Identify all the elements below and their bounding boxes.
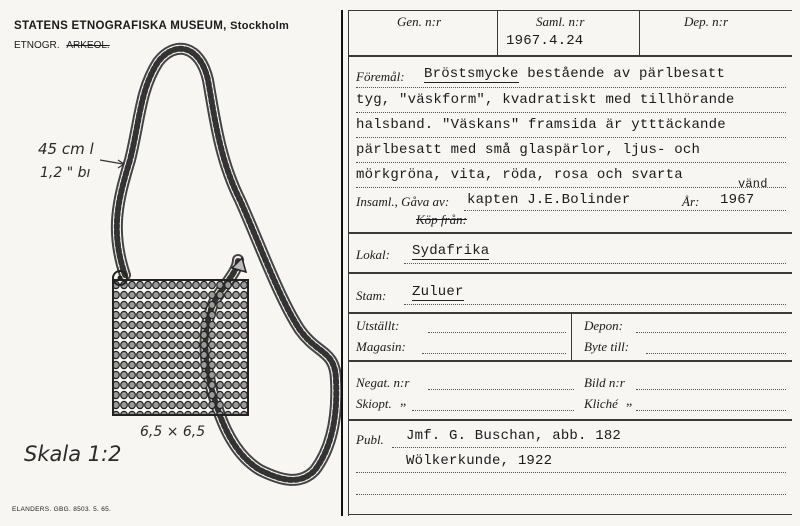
ar-value: 1967 — [720, 192, 755, 208]
bild-label: Bild n:r — [584, 375, 625, 390]
rule-line — [428, 332, 566, 333]
stam-label: Stam: — [356, 288, 387, 303]
section-border — [348, 312, 792, 314]
magasin-label: Magasin: — [356, 339, 406, 354]
lokal-label: Lokal: — [356, 247, 390, 262]
byte-label: Byte till: — [584, 339, 630, 354]
rule-line — [404, 304, 786, 305]
kop-label: Köp från: — [416, 212, 467, 227]
foremal-line-4: pärlbesatt med små glaspärlor, ljus- och — [356, 142, 701, 158]
header-divider-2 — [639, 10, 640, 55]
publ-line-2: Wölkerkunde, 1922 — [406, 453, 553, 469]
rule-line — [356, 112, 786, 113]
skiopt-value: „ — [400, 394, 407, 409]
section-border — [348, 232, 792, 234]
section-border — [348, 419, 792, 421]
object-name: Bröstsmycke — [424, 66, 519, 82]
rule-line — [356, 137, 786, 138]
scale-note: Skala 1:2 — [24, 442, 122, 466]
header-divider-1 — [497, 10, 498, 55]
section-border — [348, 360, 792, 362]
rule-line — [356, 472, 786, 473]
cliche-label: Kliché — [584, 396, 618, 411]
card-top-border — [348, 10, 792, 11]
rule-line — [356, 162, 786, 163]
vand-note: vänd — [738, 177, 768, 191]
museum-name: STATENS ETNOGRAFISKA MUSEUM, — [14, 20, 227, 32]
foremal-label: Föremål: — [356, 69, 405, 84]
saml-nr-value: 1967.4.24 — [506, 33, 584, 49]
foremal-line-1 — [424, 66, 725, 82]
lokal-value: Sydafrika — [412, 243, 490, 259]
gen-nr-label: Gen. n:r — [397, 14, 442, 29]
pouch-size-note: 6,5 × 6,5 — [140, 424, 206, 440]
stam-value: Zuluer — [412, 284, 464, 300]
rule-line — [464, 210, 786, 211]
printer-imprint: ELANDERS. GBG. 8503. 5. 65. — [12, 506, 112, 513]
storage-divider — [571, 314, 572, 360]
rule-line — [636, 410, 786, 411]
rule-line — [404, 263, 786, 264]
card-divider — [341, 10, 343, 516]
rule-line — [356, 87, 786, 88]
publ-label: Publ. — [356, 432, 384, 447]
donor-value: kapten J.E.Bolinder — [467, 192, 631, 208]
rule-line — [422, 353, 566, 354]
card-bottom-border — [348, 514, 792, 515]
foremal-line-5: mörkgröna, vita, röda, rosa och svarta — [356, 167, 683, 183]
rule-line — [636, 389, 786, 390]
width-note: 1,2 " bı — [40, 165, 91, 181]
section-border — [348, 272, 792, 274]
card-left-border — [348, 10, 349, 516]
foremal-line-1-rest: bestående av pärlbesatt — [527, 66, 726, 82]
department-arkeol: ARKEOL. — [66, 40, 110, 51]
dep-nr-label: Dep. n:r — [684, 14, 729, 29]
saml-nr-label: Saml. n:r — [536, 14, 585, 29]
rule-line — [636, 332, 786, 333]
ar-label: År: — [682, 194, 700, 209]
utstallt-label: Utställt: — [356, 318, 400, 333]
museum-city: Stockholm — [230, 20, 290, 32]
rule-line — [356, 494, 786, 495]
rule-line — [412, 410, 574, 411]
insamling-label: Insaml., Gåva av: — [356, 194, 450, 209]
negat-label: Negat. n:r — [356, 375, 410, 390]
department-etnogr: ETNOGR. — [14, 40, 60, 51]
rule-line — [356, 187, 786, 188]
cliche-value: „ — [626, 394, 633, 409]
rule-line — [428, 389, 574, 390]
skiopt-label: Skiopt. — [356, 396, 392, 411]
publ-line-1: Jmf. G. Buschan, abb. 182 — [406, 428, 622, 444]
rule-line — [392, 447, 786, 448]
length-note: 45 cm l — [38, 140, 94, 158]
foremal-line-3: halsband. "Väskans" framsida är ytttäckande — [356, 117, 726, 133]
header-bottom-border — [348, 55, 792, 57]
rule-line — [646, 353, 786, 354]
depon-label: Depon: — [584, 318, 623, 333]
foremal-line-2: tyg, "väskform", kvadratiskt med tillhörande — [356, 92, 735, 108]
